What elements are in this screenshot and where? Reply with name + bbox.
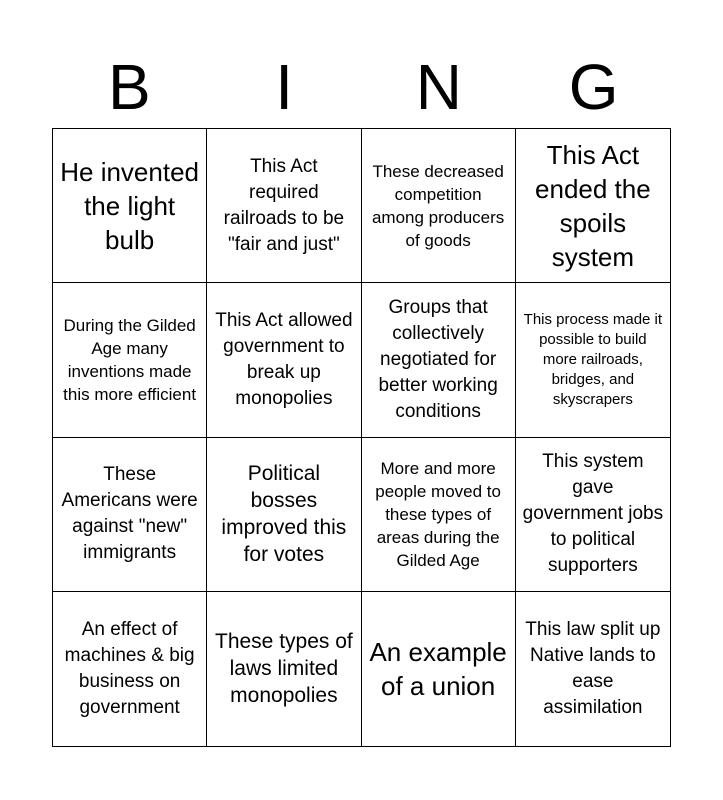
cell-text: These decreased competition among producers of goods [371,161,505,250]
bingo-header [52,50,671,124]
cell-text: These Americans were against "new" immigrants [61,464,198,564]
cell-text: Groups that collectively negotiated for better working conditions [378,296,498,422]
cell-text: These types of laws limited monopolies [215,630,353,708]
cell-text: This process made it possible to build more railroads, bridges, and skyscrapers [523,310,663,408]
cell-text: This Act required railroads to be "fair and just" [223,155,345,255]
header-letter-n: N [415,51,462,123]
bingo-cell[interactable] [207,129,361,283]
cell-text: This law split up Native lands to ease assimilation [525,618,661,718]
bingo-cell[interactable] [516,438,670,592]
cell-text: This system gave government jobs to political supporters [522,451,664,577]
cell-text: This Act allowed government to break up monopolies [215,309,353,409]
bingo-cell[interactable] [516,283,670,437]
cell-text: This Act ended the spoils system [535,139,651,272]
header-letter-g: G [568,51,619,123]
bingo-cell[interactable] [362,283,516,437]
header-letter-i: I [275,51,294,123]
bingo-cell[interactable] [207,592,361,746]
bingo-cell[interactable] [53,592,207,746]
header-letter-b: B [108,51,151,123]
bingo-cell[interactable] [53,129,207,283]
bingo-cell[interactable] [516,592,670,746]
cell-text: An effect of machines & big business on government [64,618,195,718]
bingo-cell[interactable] [53,438,207,592]
cell-text: More and more people moved to these types of areas during the Gilded Age [375,458,501,570]
bingo-cell[interactable] [362,592,516,746]
bingo-cell[interactable] [362,438,516,592]
cell-text: An example of a union [369,636,507,701]
bingo-cell[interactable] [53,283,207,437]
bingo-card-grid [52,128,671,747]
bingo-cell[interactable] [207,438,361,592]
cell-text: During the Gilded Age many inventions made this more efficient [63,315,197,404]
cell-text: Political bosses improved this for votes [221,462,347,567]
cell-text: He invented the light bulb [60,156,199,255]
bingo-cell[interactable] [207,283,361,437]
bingo-cell[interactable] [362,129,516,283]
bingo-cell[interactable] [516,129,670,283]
